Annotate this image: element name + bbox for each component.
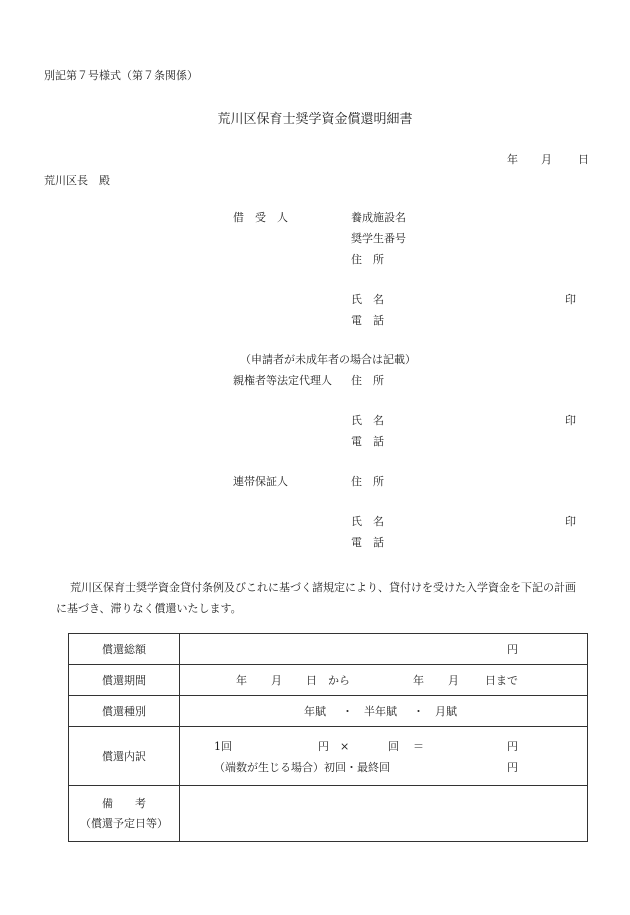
- type-option-monthly: 月賦: [435, 705, 457, 718]
- addressee: 荒川区長 殿: [44, 174, 110, 187]
- period-end-month: 月: [448, 674, 459, 687]
- total-amount-cell: [180, 634, 588, 665]
- period-label: 償還期間: [69, 665, 180, 696]
- guarantor-seal-mark: 印: [565, 515, 576, 528]
- type-separator-2: ・: [413, 705, 424, 718]
- breakdown-yen-3: 円: [507, 761, 518, 774]
- guardian-name-label: 氏 名: [351, 414, 384, 427]
- breakdown-equals: ＝: [413, 740, 424, 753]
- borrower-role-label: 借 受 人: [233, 211, 288, 224]
- breakdown-fraction-note: （端数が生じる場合）初回・最終回: [214, 761, 390, 774]
- date-year-label: 年: [507, 153, 518, 166]
- table-row-type: [69, 696, 588, 727]
- type-separator-1: ・: [342, 705, 353, 718]
- date-month-label: 月: [541, 153, 552, 166]
- guarantor-phone-label: 電 話: [351, 536, 384, 549]
- student-number-label: 奨学生番号: [351, 232, 406, 245]
- guarantor-role-label: 連帯保証人: [233, 475, 288, 488]
- period-end-year: 年: [413, 674, 424, 687]
- period-from: から: [328, 674, 350, 687]
- breakdown-once: 1回: [214, 740, 232, 753]
- remarks-label: [69, 786, 180, 842]
- table-row-total: [69, 634, 588, 665]
- minor-note: （申請者が未成年者の場合は記載）: [240, 353, 416, 366]
- guardian-role-label: 親権者等法定代理人: [233, 374, 332, 387]
- period-cell: [180, 665, 588, 696]
- total-amount-label: 償還総額: [69, 634, 180, 665]
- facility-label: 養成施設名: [351, 211, 406, 224]
- total-yen-unit: 円: [507, 643, 518, 656]
- guardian-phone-label: 電 話: [351, 435, 384, 448]
- repayment-type-label: 償還種別: [69, 696, 180, 727]
- breakdown-cell: [180, 727, 588, 786]
- borrower-name-label: 氏 名: [351, 293, 384, 306]
- remarks-cell: [180, 786, 588, 842]
- guardian-seal-mark: 印: [565, 414, 576, 427]
- page-title: 荒川区保育士奨学資金償還明細書: [217, 112, 413, 127]
- table-row-breakdown: [69, 727, 588, 786]
- breakdown-yen-1: 円: [318, 740, 329, 753]
- guardian-address-label: 住 所: [351, 374, 384, 387]
- form-id: 別記第７号様式（第７条関係）: [44, 69, 198, 82]
- date-day-label: 日: [578, 153, 589, 166]
- borrower-phone-label: 電 話: [351, 314, 384, 327]
- borrower-seal-mark: 印: [565, 293, 576, 306]
- type-option-semiannual: 半年賦: [364, 705, 397, 718]
- remarks-label-line-2: （償還予定日等）: [80, 816, 168, 830]
- breakdown-kai: 回: [388, 740, 399, 753]
- declaration-text: 荒川区保育士奨学資金貸付条例及びこれに基づく諸規定により、貸付けを受けた入学資金を下記の計画に基づき、滞りなく償還いたします。: [56, 581, 576, 615]
- period-start-month: 月: [271, 674, 282, 687]
- remarks-label-line-1: 備 考: [102, 796, 146, 810]
- period-start-year: 年: [236, 674, 247, 687]
- table-row-period: [69, 665, 588, 696]
- table-row-remarks: [69, 786, 588, 842]
- type-option-annual: 年賦: [304, 705, 326, 718]
- repayment-table: [68, 633, 588, 842]
- period-start-day: 日: [306, 674, 317, 687]
- breakdown-times: ×: [340, 740, 350, 753]
- borrower-address-label: 住 所: [351, 253, 384, 266]
- guarantor-address-label: 住 所: [351, 475, 384, 488]
- breakdown-yen-2: 円: [507, 740, 518, 753]
- repayment-type-cell: [180, 696, 588, 727]
- breakdown-label: 償還内訳: [69, 727, 180, 786]
- period-end-day-until: 日まで: [485, 674, 518, 687]
- guarantor-name-label: 氏 名: [351, 515, 384, 528]
